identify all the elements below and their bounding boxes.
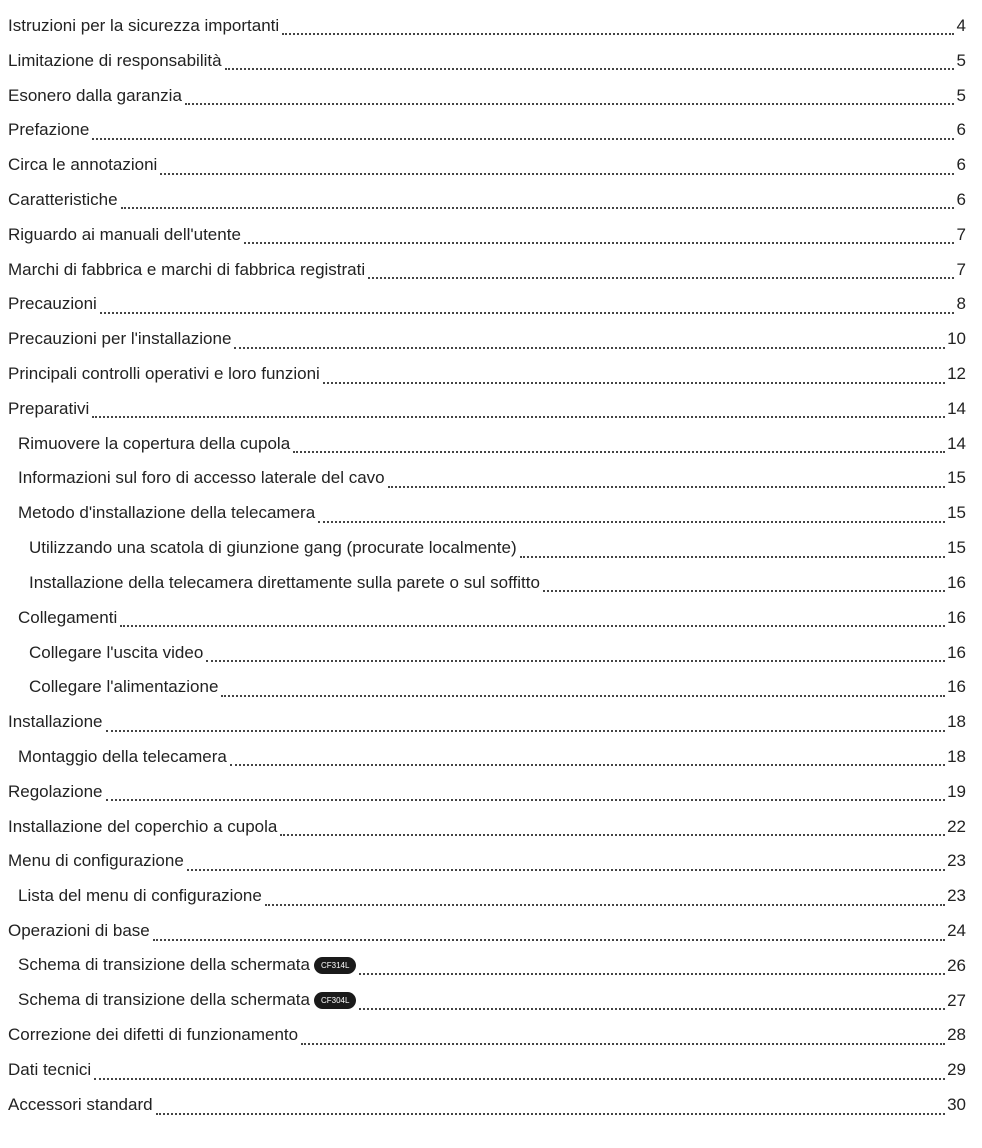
toc-entry-title-text: Principali controlli operativi e loro funzioni [8,364,320,384]
dot-leader [323,368,945,384]
dot-leader [92,402,945,418]
dot-leader [388,472,945,488]
dot-leader [156,1099,946,1115]
toc-entry[interactable] [0,809,982,844]
toc-entry-title-text: Accessori standard [8,1095,153,1115]
model-badge: CF314L [314,957,356,974]
toc-entry-page-number: 28 [947,1025,966,1045]
dot-leader [230,750,945,766]
dot-leader [106,716,946,732]
toc-entry-title-text: Regolazione [8,781,103,801]
toc-entry-title [18,469,385,486]
dot-leader [187,855,945,871]
toc-entry-page-number: 18 [947,746,966,766]
toc-entry-title-text: Menu di configurazione [8,851,184,871]
toc-entry-title-text: Correzione dei difetti di funzionamento [8,1025,299,1045]
toc-entry-title-text: Schema di transizione della schermata [18,955,310,975]
dot-leader [100,298,954,314]
toc-entry-page-number: 16 [947,607,966,627]
toc-entry-page-number: 27 [947,990,966,1010]
toc-entry-title-text: Rimuovere la copertura della cupola [18,433,291,453]
dot-leader [359,959,945,975]
toc-entry[interactable] [0,391,982,426]
toc-entry-page-number: 16 [947,572,966,592]
toc-entry-title [29,539,517,556]
toc-entry[interactable] [0,669,982,704]
toc-entry-page-number: 14 [947,398,966,418]
toc-entry-page-number: 29 [947,1060,966,1080]
dot-leader [92,124,954,140]
dot-leader [234,333,945,349]
toc-entry-title-text: Limitazione di responsabilità [8,50,222,70]
toc-entry-title-text: Collegamenti [18,607,118,627]
toc-entry-title-text: Prefazione [8,120,90,140]
dot-leader [265,890,945,906]
toc-entry-page-number: 12 [947,364,966,384]
toc-entry-title [8,261,365,278]
toc-entry[interactable] [0,1087,982,1122]
toc-entry[interactable] [0,565,982,600]
toc-entry-title [8,330,231,347]
toc-entry-title-text: Esonero dalla garanzia [8,85,182,105]
toc-entry-title [8,922,150,939]
toc-entry-title [8,713,103,730]
toc-entry[interactable] [0,252,982,287]
toc-entry-page-number: 6 [956,189,966,209]
toc-entry-title [8,818,277,835]
toc-entry-page-number: 6 [956,155,966,175]
toc-entry-page-number: 22 [947,816,966,836]
toc-entry[interactable] [0,78,982,113]
dot-leader [160,159,954,175]
toc-entry-title [18,748,227,765]
toc-entry-page-number: 8 [956,294,966,314]
toc-entry-title-text: Marchi di fabbrica e marchi di fabbrica registrati [8,259,366,279]
toc-entry-title [8,783,103,800]
dot-leader [94,1064,945,1080]
toc-entry-title [8,17,279,34]
toc-entry-title [18,887,262,904]
toc-entry-title-text: Schema di transizione della schermata [18,990,310,1010]
toc-entry-page-number: 5 [956,85,966,105]
dot-leader [121,193,954,209]
toc-entry-title [8,156,157,173]
toc-entry-page-number: 15 [947,503,966,523]
toc-entry-title-text: Preparativi [8,398,90,418]
toc-entry-title [8,400,89,417]
dot-leader [318,507,945,523]
toc-entry-page-number: 16 [947,677,966,697]
toc-entry[interactable] [0,844,982,879]
model-badge: CF304L [314,992,356,1009]
toc-entry[interactable] [0,147,982,182]
toc-entry-title-text: Dati tecnici [8,1060,92,1080]
toc-entry-title [29,574,540,591]
toc-entry-page-number: 15 [947,538,966,558]
dot-leader [244,228,954,244]
toc-entry-page-number: 30 [947,1095,966,1115]
toc-entry[interactable] [0,635,982,670]
toc-entry-page-number: 18 [947,712,966,732]
dot-leader [153,925,945,941]
dot-leader [293,437,945,453]
dot-leader [225,54,954,70]
toc-entry[interactable] [0,600,982,635]
toc-entry-page-number: 14 [947,433,966,453]
dot-leader [206,646,945,662]
toc-entry-title-text: Istruzioni per la sicurezza importanti [8,15,280,35]
toc-entry-page-number: 15 [947,468,966,488]
toc-entry-title [8,1026,298,1043]
toc-entry-page-number: 19 [947,781,966,801]
dot-leader [282,19,954,35]
toc-entry-title-text: Installazione della telecamera direttamente sulla parete o sul soffitto [29,572,540,592]
dot-leader [520,542,945,558]
toc-entry-page-number: 24 [947,921,966,941]
dot-leader [368,263,954,279]
toc-entry-title-text: Operazioni di base [8,921,150,941]
dot-leader [106,785,946,801]
toc-entry-title-text: Circa le annotazioni [8,155,158,175]
toc-entry[interactable] [0,356,982,391]
toc-entry-page-number: 23 [947,851,966,871]
toc-entry[interactable] [0,426,982,461]
toc-entry[interactable] [0,774,982,809]
toc-entry[interactable] [0,1018,982,1053]
dot-leader [185,89,954,105]
toc-entry-title-text: Metodo d'installazione della telecamera [18,503,316,523]
toc-entry[interactable] [0,948,982,983]
toc-entry[interactable] [0,112,982,147]
toc-entry[interactable] [0,43,982,78]
toc-entry-title [18,956,356,974]
toc-entry-page-number: 7 [956,224,966,244]
toc-entry-title [18,435,290,452]
toc-entry-title-text: Installazione [8,712,103,732]
toc-entry-page-number: 7 [956,259,966,279]
toc-entry-title-text: Riguardo ai manuali dell'utente [8,224,241,244]
dot-leader [301,1029,945,1045]
toc-entry-title [8,295,97,312]
toc-entry-title [18,609,117,626]
toc-entry-title [29,678,218,695]
toc-entry[interactable] [0,983,982,1018]
toc-entry[interactable] [0,8,982,43]
toc-entry-page-number: 5 [956,50,966,70]
toc-entry-title-text: Installazione del coperchio a cupola [8,816,278,836]
toc-entry[interactable] [0,530,982,565]
toc-entry[interactable] [0,878,982,913]
toc-entry-title [8,191,118,208]
toc-entry-title [8,52,222,69]
toc-entry-page-number: 26 [947,955,966,975]
toc-entry-title-text: Utilizzando una scatola di giunzione gang (procurate localmente) [29,538,517,558]
dot-leader [221,681,945,697]
toc-entry-page-number: 10 [947,329,966,349]
toc-entry-title [18,991,356,1009]
toc-entry[interactable] [0,704,982,739]
toc-entry-title [8,226,241,243]
toc-entry-title-text: Collegare l'alimentazione [29,677,219,697]
toc-entry-page-number: 4 [956,15,966,35]
dot-leader [120,611,945,627]
toc-entry-page-number: 23 [947,886,966,906]
toc-entry-page-number: 6 [956,120,966,140]
toc-entry[interactable] [0,1052,982,1087]
toc-entry-title-text: Caratteristiche [8,189,118,209]
dot-leader [280,820,945,836]
toc-entry-title-text: Precauzioni [8,294,97,314]
toc-entry-title-text: Collegare l'uscita video [29,642,204,662]
toc-entry-title [8,1061,91,1078]
toc-entry-title [8,852,184,869]
toc-entry[interactable] [0,321,982,356]
toc-entry[interactable] [0,495,982,530]
toc-entry-title-text: Informazioni sul foro di accesso laterale del cavo [18,468,385,488]
toc-entry-title-text: Precauzioni per l'installazione [8,329,232,349]
toc-entry-title [8,87,182,104]
dot-leader [359,994,945,1010]
toc-entry-title [29,644,203,661]
toc-entry-title [18,504,315,521]
toc-entry[interactable] [0,287,982,322]
toc-entry[interactable] [0,913,982,948]
toc-entry-title [8,1096,153,1113]
dot-leader [543,576,945,592]
toc-entry-title [8,365,320,382]
toc-entry[interactable] [0,182,982,217]
toc-entry[interactable] [0,739,982,774]
toc-entry[interactable] [0,217,982,252]
toc-entry-title [8,121,89,138]
toc-entry-title-text: Montaggio della telecamera [18,746,227,766]
table-of-contents [0,8,982,1122]
toc-entry-page-number: 16 [947,642,966,662]
toc-entry[interactable] [0,461,982,496]
toc-entry-title-text: Lista del menu di configurazione [18,886,262,906]
